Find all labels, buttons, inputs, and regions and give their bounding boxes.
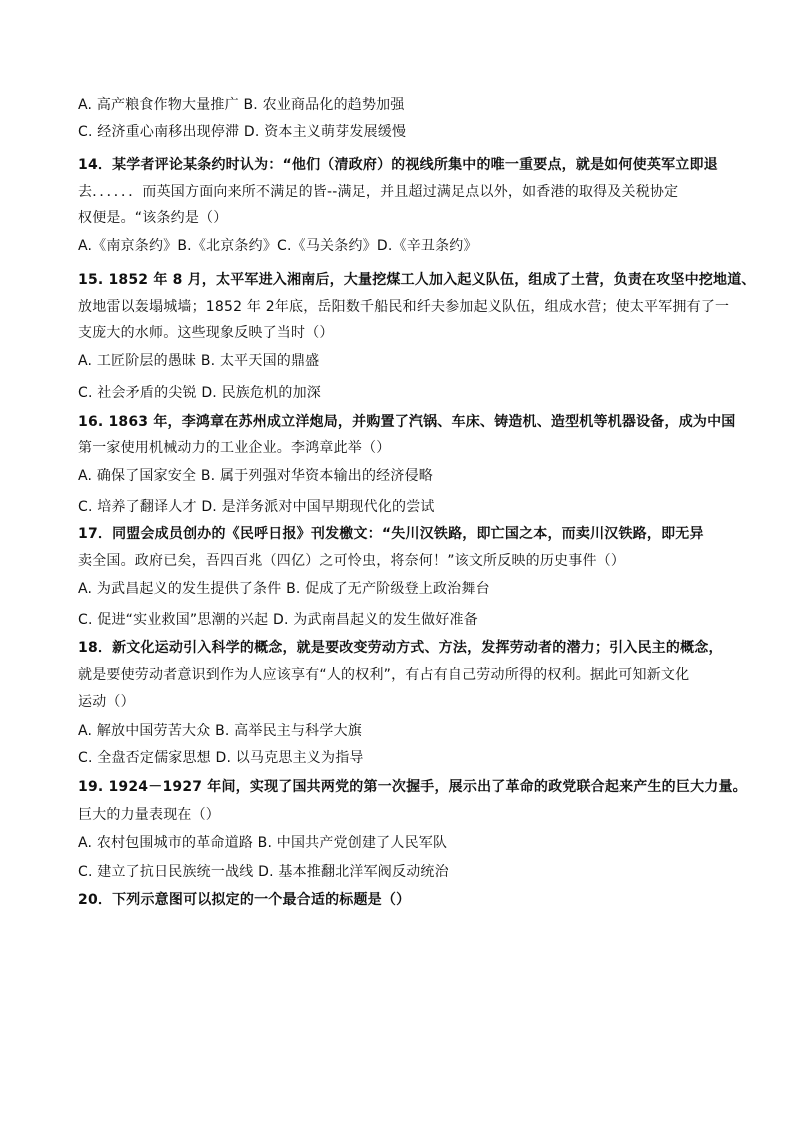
question-19-stem-line-2: 巨大的力量表现在（） — [78, 807, 220, 823]
question-20-stem: 20．下列示意图可以拟定的一个最合适的标题是（） — [78, 892, 411, 908]
question-18-options-2: C. 全盘否定儒家思想 D. 以马克思主义为指导 — [78, 750, 364, 766]
question-14-stem-line-3: 权便是。“该条约是（） — [78, 210, 228, 226]
question-14-stem-line-2: 去．．．．．．而英国方面向来所不满足的皆--满足，并且超过满足点以外，如香港的取得及关税协定 — [78, 184, 679, 200]
question-18-stem-line-2: 就是要使劳动者意识到作为人应该享有“人的权利”，有占有自己劳动所得的权利。据此可知新文化 — [78, 667, 690, 683]
question-15-stem-line-2: 放地雷以轰塌城墙；1852 年 2年底，岳阳数千船民和纤夫参加起义队伍，组成水营；使太平军拥有了一 — [78, 299, 730, 315]
question-19-options-2: C. 建立了抗日民族统一战线 D. 基本推翻北洋军阀反动统治 — [78, 864, 449, 880]
question-19-stem-line-1: 19. 1924－1927 年间，实现了国共两党的第一次握手，展示出了革命的政党联合起来产生的巨大力量。 — [78, 779, 747, 795]
question-17-options-1: A. 为武昌起义的发生提供了条件 B. 促成了无产阶级登上政治舞台 — [78, 581, 490, 597]
question-16-options-2: C. 培养了翻译人才 D. 是洋务派对中国早期现代化的尝试 — [78, 499, 435, 515]
question-17-stem-line-2: 卖全国。政府已矣，吾四百兆（四亿）之可怜虫，将奈何！”该文所反映的历史事件（） — [78, 553, 626, 569]
question-16-options-1: A. 确保了国家安全 B. 属于列强对华资本输出的经济侵略 — [78, 468, 433, 484]
option-line: C. 经济重心南移出现停滞 D. 资本主义萌芽发展缓慢 — [78, 124, 407, 140]
question-14-stem-line-1: 14．某学者评论某条约时认为：“他们（清政府）的视线所集中的唯一重要点，就是如何使英军立即退 — [78, 157, 718, 173]
question-15-stem-line-3: 支庞大的水师。这些现象反映了当时（） — [78, 325, 334, 341]
question-15-options-2: C. 社会矛盾的尖锐 D. 民族危机的加深 — [78, 385, 322, 401]
question-18-stem-line-1: 18．新文化运动引入科学的概念，就是要改变劳动方式、方法，发挥劳动者的潜力；引入民主的概念， — [78, 640, 723, 656]
question-15-options-1: A. 工匠阶层的愚昧 B. 太平天国的鼎盛 — [78, 353, 320, 369]
question-17-stem-line-1: 17．同盟会成员创办的《民呼日报》刊发檄文：“失川汉铁路，即亡国之本，而卖川汉铁路，即无异 — [78, 526, 704, 542]
option-line: A. 高产粮食作物大量推广 B. 农业商品化的趋势加强 — [78, 97, 405, 113]
question-18-stem-line-3: 运动（） — [78, 694, 135, 710]
question-17-options-2: C. 促进“实业救国”思潮的兴起 D. 为武南昌起义的发生做好准备 — [78, 612, 478, 628]
question-19-options-1: A. 农村包围城市的革命道路 B. 中国共产党创建了人民军队 — [78, 835, 448, 851]
question-18-options-1: A. 解放中国劳苦大众 B. 高举民主与科学大旗 — [78, 723, 362, 739]
question-15-stem-line-1: 15. 1852 年 8 月，太平军进入湘南后，大量挖煤工人加入起义队伍，组成了土营，负责在攻坚中挖地道、 — [78, 272, 756, 288]
question-16-stem-line-1: 16. 1863 年，李鸿章在苏州成立洋炮局，并购置了汽锅、车床、铸造机、造型机等机器设备，成为中国 — [78, 414, 736, 430]
question-14-options: A.《南京条约》B.《北京条约》C.《马关条约》D.《辛丑条约》 — [78, 238, 478, 254]
question-16-stem-line-2: 第一家使用机械动力的工业企业。李鸿章此举（） — [78, 440, 391, 456]
